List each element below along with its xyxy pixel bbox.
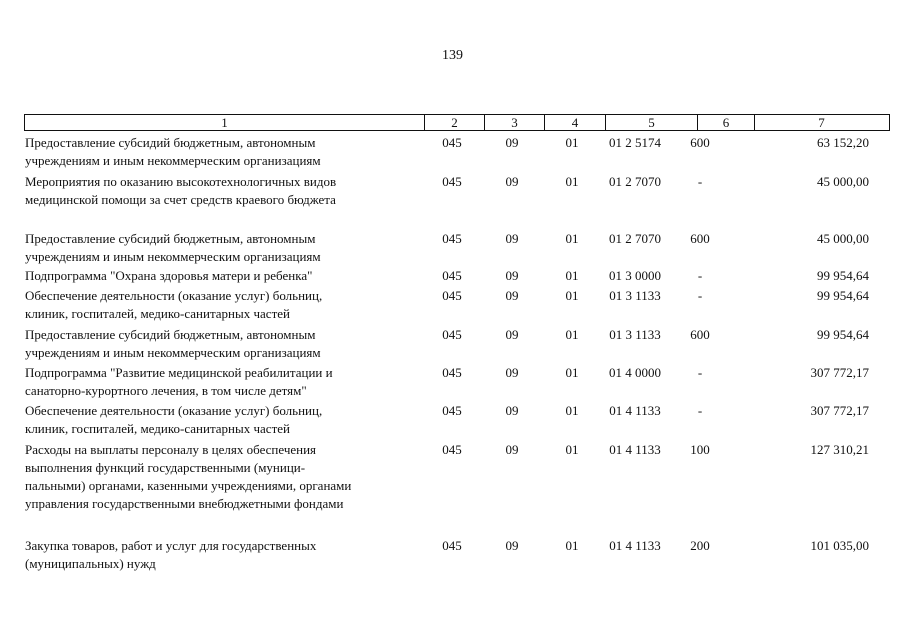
row-col-3: 09: [505, 174, 519, 189]
row-col-5: 01 3 1133: [609, 288, 661, 303]
description-line: Обеспечение деятельности (оказание услуг) больниц,: [25, 288, 323, 303]
row-col-7: 127 310,21: [810, 442, 869, 457]
row-col-2: 045: [442, 403, 462, 418]
row-col-2: 045: [442, 365, 462, 380]
row-col-5: 01 2 7070: [609, 231, 661, 246]
row-description: [25, 537, 420, 573]
row-col-4: 01: [565, 268, 579, 283]
row-col-2: 045: [442, 135, 462, 150]
row-col-3: 09: [505, 442, 519, 457]
description-line: Расходы на выплаты персоналу в целях обеспечения: [25, 442, 317, 457]
row-description: [25, 326, 420, 362]
row-col-6: -: [697, 403, 703, 418]
row-col-2: 045: [442, 538, 462, 553]
row-col-6: -: [697, 268, 703, 283]
row-col-2: 045: [442, 442, 462, 457]
row-col-7: 45 000,00: [817, 174, 869, 189]
header-col-5: 5: [606, 115, 698, 130]
description-line: Предоставление субсидий бюджетным, автономным: [25, 327, 316, 342]
row-col-5: 01 4 1133: [609, 538, 661, 553]
description-line: клиник, госпиталей, медико-санитарных частей: [25, 306, 290, 321]
row-col-4: 01: [565, 403, 579, 418]
row-col-3: 09: [505, 327, 519, 342]
row-col-4: 01: [565, 231, 579, 246]
row-col-3: 09: [505, 135, 519, 150]
row-description: [25, 402, 420, 438]
row-col-7: 307 772,17: [810, 365, 869, 380]
description-line: пальными) органами, казенными учреждениями, органами: [25, 478, 352, 493]
row-col-7: 99 954,64: [817, 288, 869, 303]
row-col-4: 01: [565, 442, 579, 457]
row-col-4: 01: [565, 365, 579, 380]
row-col-6: 600: [690, 327, 710, 342]
page-number: 139: [442, 48, 463, 63]
header-col-4: 4: [545, 115, 606, 130]
row-col-5: 01 2 7070: [609, 174, 661, 189]
description-line: санаторно-курортного лечения, в том числе детям": [25, 383, 307, 398]
header-col-2: 2: [425, 115, 485, 130]
description-line: выполнения функций государственными (муници-: [25, 460, 306, 475]
row-col-4: 01: [565, 288, 579, 303]
row-col-6: 200: [690, 538, 710, 553]
row-col-7: 99 954,64: [817, 268, 869, 283]
description-line: Предоставление субсидий бюджетным, автономным: [25, 135, 316, 150]
header-col-7: 7: [818, 115, 825, 130]
row-col-2: 045: [442, 174, 462, 189]
row-col-6: -: [697, 365, 703, 380]
row-col-2: 045: [442, 268, 462, 283]
description-line: (муниципальных) нужд: [25, 556, 156, 571]
row-col-3: 09: [505, 268, 519, 283]
row-col-3: 09: [505, 231, 519, 246]
table-header: [24, 114, 890, 131]
description-line: клиник, госпиталей, медико-санитарных частей: [25, 421, 290, 436]
row-col-4: 01: [565, 327, 579, 342]
row-col-6: -: [697, 174, 703, 189]
row-col-3: 09: [505, 365, 519, 380]
description-line: учреждениям и иным некоммерческим организациям: [25, 249, 321, 264]
header-col-6: 6: [698, 115, 755, 130]
row-col-6: 600: [690, 135, 710, 150]
description-line: Подпрограмма "Развитие медицинской реабилитации и: [25, 365, 333, 380]
header-col-3: 3: [485, 115, 545, 130]
description-line: учреждениям и иным некоммерческим организациям: [25, 153, 321, 168]
row-col-4: 01: [565, 174, 579, 189]
header-col-1: 1: [25, 115, 425, 130]
row-col-7: 45 000,00: [817, 231, 869, 246]
description-line: Закупка товаров, работ и услуг для государственных: [25, 538, 317, 553]
description-line: Обеспечение деятельности (оказание услуг) больниц,: [25, 403, 323, 418]
row-col-2: 045: [442, 231, 462, 246]
row-col-5: 01 4 0000: [609, 365, 661, 380]
description-line: Предоставление субсидий бюджетным, автономным: [25, 231, 316, 246]
row-col-3: 09: [505, 288, 519, 303]
row-col-6: 600: [690, 231, 710, 246]
description-line: учреждениям и иным некоммерческим организациям: [25, 345, 321, 360]
row-description: [25, 441, 420, 513]
row-col-5: 01 4 1133: [609, 403, 661, 418]
row-description: [25, 173, 420, 209]
row-col-7: 307 772,17: [810, 403, 869, 418]
row-col-7: 101 035,00: [810, 538, 869, 553]
row-description: [25, 364, 420, 400]
row-description: [25, 230, 420, 266]
row-col-2: 045: [442, 288, 462, 303]
description-line: медицинской помощи за счет средств краевого бюджета: [25, 192, 336, 207]
row-col-3: 09: [505, 403, 519, 418]
row-col-3: 09: [505, 538, 519, 553]
row-description: [25, 267, 420, 285]
row-col-4: 01: [565, 538, 579, 553]
row-description: [25, 134, 420, 170]
row-col-6: 100: [690, 442, 710, 457]
row-col-5: 01 2 5174: [609, 135, 661, 150]
description-line: управления государственными внебюджетными фондами: [25, 496, 344, 511]
row-col-7: 99 954,64: [817, 327, 869, 342]
row-col-5: 01 3 1133: [609, 327, 661, 342]
description-line: Подпрограмма "Охрана здоровья матери и ребенка": [25, 268, 313, 283]
row-col-5: 01 4 1133: [609, 442, 661, 457]
row-description: [25, 287, 420, 323]
row-col-2: 045: [442, 327, 462, 342]
description-line: Мероприятия по оказанию высокотехнологичных видов: [25, 174, 337, 189]
row-col-7: 63 152,20: [817, 135, 869, 150]
row-col-5: 01 3 0000: [609, 268, 661, 283]
row-col-4: 01: [565, 135, 579, 150]
row-col-6: -: [697, 288, 703, 303]
